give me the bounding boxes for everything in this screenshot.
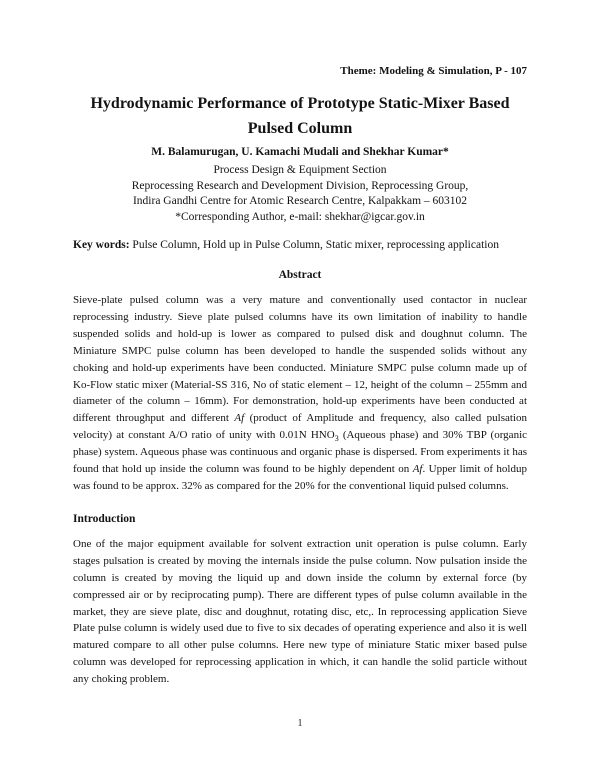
abstract-heading: Abstract: [278, 269, 322, 281]
theme-header: Theme: Modeling & Simulation, P - 107: [340, 65, 527, 77]
af-italic: Af: [412, 463, 423, 476]
af-italic: Af: [234, 412, 245, 425]
keywords-label: Key words:: [73, 239, 130, 251]
abstract-text-part-1: Sieve-plate pulsed column was a very mature and conventionally used contactor in nuclear reprocessing industry. Sieve plate pulsed columns have its own limitation of inability to handle suspended solids and hold-up is lower as compared to pulsed disk and doughnut column. The Miniature SMPC pulse column has been developed to handle the suspended solids without any choking and hold-up experiments have been conducted. Miniature SMPC pulse column made up of Ko-Flow static mixer (Material-SS 316, No of static element – 12, height of the column – 255mm and diameter of the column – 16mm). For demonstration, hold-up experiments have been conducted at different throughput and different: [73, 294, 527, 425]
affiliation-line: Reprocessing Research and Development Division, Reprocessing Group,: [131, 179, 469, 192]
affiliation-block: [73, 163, 527, 225]
abstract-text-part-4: . Upper limit of holdup was found to be approx. 32% as compared for the 20% for the conventional liquid pulsed columns.: [73, 463, 527, 492]
authors-line: M. Balamurugan, U. Kamachi Mudali and Shekhar Kumar*: [151, 146, 449, 158]
page-number: 1: [297, 717, 303, 729]
corresponding-author-line: *Corresponding Author, e-mail: shekhar@igcar.gov.in: [175, 210, 425, 223]
affiliation-line: Process Design & Equipment Section: [213, 164, 387, 176]
keywords-text: Pulse Column, Hold up in Pulse Column, Static mixer, reprocessing application: [129, 239, 499, 251]
paper-title: [73, 91, 527, 141]
abstract-text-part-2: (product of Amplitude and frequency, also called pulsation velocity) at constant A/O ratio of unity with 0.01N HNO: [73, 412, 527, 442]
title-line-1: Hydrodynamic Performance of Prototype Static-Mixer Based: [90, 95, 510, 112]
abstract-paragraph: [73, 292, 527, 495]
title-line-2: Pulsed Column: [247, 120, 353, 137]
abstract-text-part-3: (Aqueous phase) and 30% TBP (organic phase) system. Aqueous phase was continuous and organic phase is dispersed. From experiments it has found that hold up inside the column was found to be highly dependent on: [73, 429, 528, 476]
hno3-subscript: 3: [334, 434, 339, 444]
introduction-paragraph: One of the major equipment available for solvent extraction unit operation is pulse column. Early stages pulsation is created by moving the internals inside the pulse column. Now pulsation inside the column is created by moving the liquid up and down inside the column by external force (by compressed air or by reciprocating pump). There are different types of pulse column available in the market, they are sieve plate, disc and doughnut, rotating disc, etc,. In reprocessing application Sieve Plate pulse column is widely used due to five to six decades of operating experience and also it is well matured compare to all other pulse columns. Here new type of miniature Static mixer based pulse column was developed for reprocessing application in which, it can handle the solid particle without any choking problem.: [73, 537, 527, 686]
keywords-line: [73, 238, 527, 253]
affiliation-line: Indira Gandhi Centre for Atomic Research Centre, Kalpakkam – 603102: [132, 195, 468, 207]
introduction-heading: Introduction: [73, 512, 136, 525]
